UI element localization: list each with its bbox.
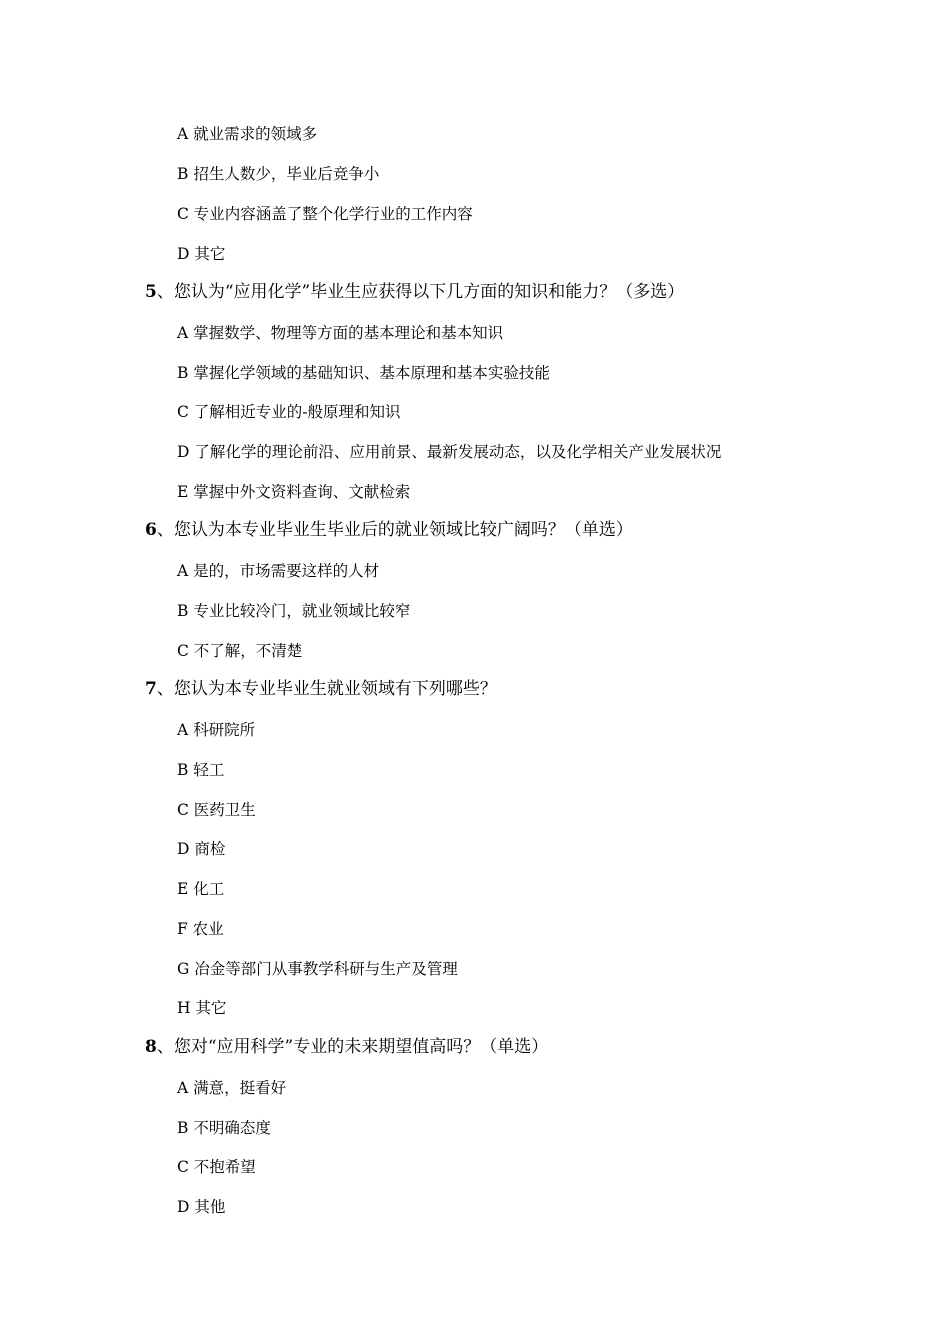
q8-option-b: B 不明确态度 bbox=[177, 1119, 271, 1137]
q7-option-c: C 医药卫生 bbox=[177, 801, 256, 819]
question-5-text: 、您认为“应用化学”毕业生应获得以下几方面的知识和能力？（多选） bbox=[156, 282, 685, 302]
q8-option-c: C 不抱希望 bbox=[177, 1158, 256, 1176]
option-prev-c: C 专业内容涵盖了整个化学行业的工作内容 bbox=[177, 205, 473, 223]
q6-option-c: C 不了解，不清楚 bbox=[177, 642, 303, 660]
q5-option-c: C 了解相近专业的-般原理和知识 bbox=[177, 403, 401, 421]
question-6-text: 、您认为本专业毕业生毕业后的就业领域比较广阔吗？（单选） bbox=[156, 520, 633, 540]
q6-option-a: A 是的，市场需要这样的人材 bbox=[177, 562, 380, 580]
q7-option-a: A 科研院所 bbox=[177, 721, 256, 739]
question-5 bbox=[145, 281, 684, 303]
question-8-number: 8 bbox=[145, 1037, 157, 1057]
q7-option-f: F 农业 bbox=[177, 920, 224, 938]
q5-option-b: B 掌握化学领域的基础知识、基本原理和基本实验技能 bbox=[177, 364, 550, 382]
q5-option-d: D 了解化学的理论前沿、应用前景、最新发展动态，以及化学相关产业发展状况 bbox=[177, 443, 722, 461]
option-prev-a: A 就业需求的领域多 bbox=[177, 125, 318, 143]
question-7 bbox=[145, 678, 497, 700]
question-8-text: 、您对“应用科学”专业的未来期望值高吗？（单选） bbox=[156, 1037, 549, 1057]
option-prev-d: D 其它 bbox=[177, 245, 226, 263]
q7-option-b: B 轻工 bbox=[177, 761, 225, 779]
q5-option-a: A 掌握数学、物理等方面的基本理论和基本知识 bbox=[177, 324, 504, 342]
q6-option-b: B 专业比较冷门，就业领域比较窄 bbox=[177, 602, 411, 620]
question-7-text: 、您认为本专业毕业生就业领域有下列哪些？ bbox=[156, 679, 497, 699]
q7-option-h: H 其它 bbox=[177, 999, 227, 1017]
q5-option-e: E 掌握中外文资料查询、文献检索 bbox=[177, 483, 411, 501]
q8-option-d: D 其他 bbox=[177, 1198, 226, 1216]
question-8 bbox=[145, 1036, 548, 1058]
option-prev-b: B 招生人数少，毕业后竞争小 bbox=[177, 165, 380, 183]
question-6 bbox=[145, 519, 633, 541]
question-5-number: 5 bbox=[145, 282, 157, 302]
question-7-number: 7 bbox=[145, 679, 157, 699]
question-6-number: 6 bbox=[145, 520, 157, 540]
q7-option-d: D 商检 bbox=[177, 840, 226, 858]
q8-option-a: A 满意，挺看好 bbox=[177, 1079, 287, 1097]
q7-option-e: E 化工 bbox=[177, 880, 225, 898]
q7-option-g: G 冶金等部门从事教学科研与生产及管理 bbox=[177, 960, 458, 978]
